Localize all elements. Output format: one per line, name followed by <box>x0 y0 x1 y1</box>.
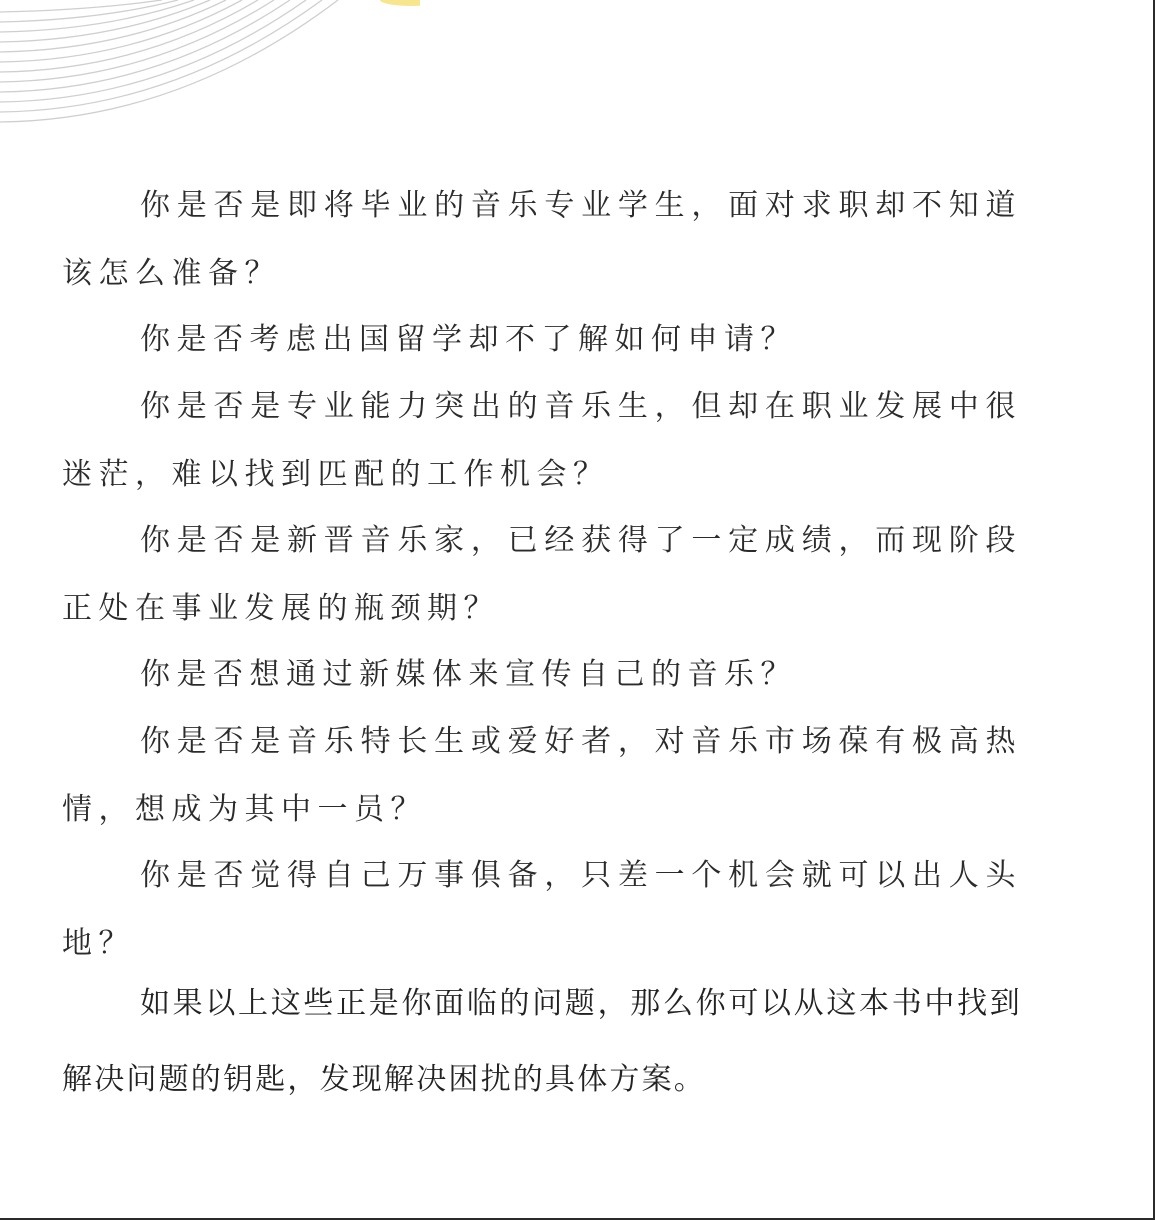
yellow-accent-blob <box>380 0 420 6</box>
question-paragraph-2: 你是否考虑出国留学却不了解如何申请？ <box>140 322 797 357</box>
question-paragraph-5: 你是否想通过新媒体来宣传自己的音乐？ <box>140 657 797 692</box>
question-paragraph-7: 你是否觉得自己万事俱备，只差一个机会就可以出人头地？ <box>62 858 1022 961</box>
arc-line <box>0 0 162 12</box>
decorative-arcs <box>0 0 420 140</box>
arc-line <box>0 0 338 122</box>
question-paragraph-1: 你是否是即将毕业的音乐专业学生，面对求职却不知道该怎么准备？ <box>62 188 1022 291</box>
question-paragraph-6: 你是否是音乐特长生或爱好者，对音乐市场葆有极高热情，想成为其中一员？ <box>62 724 1022 827</box>
question-paragraph-4: 你是否是新晋音乐家，已经获得了一定成绩，而现阶段正处在事业发展的瓶颈期？ <box>62 523 1022 626</box>
closing-paragraph: 如果以上这些正是你面临的问题，那么你可以从这本书中找到解决问题的钥匙，发现解决困扰的具体方案。 <box>62 986 1022 1097</box>
question-paragraph-3: 你是否是专业能力突出的音乐生，但却在职业发展中很迷茫，难以找到匹配的工作机会？ <box>62 389 1022 492</box>
